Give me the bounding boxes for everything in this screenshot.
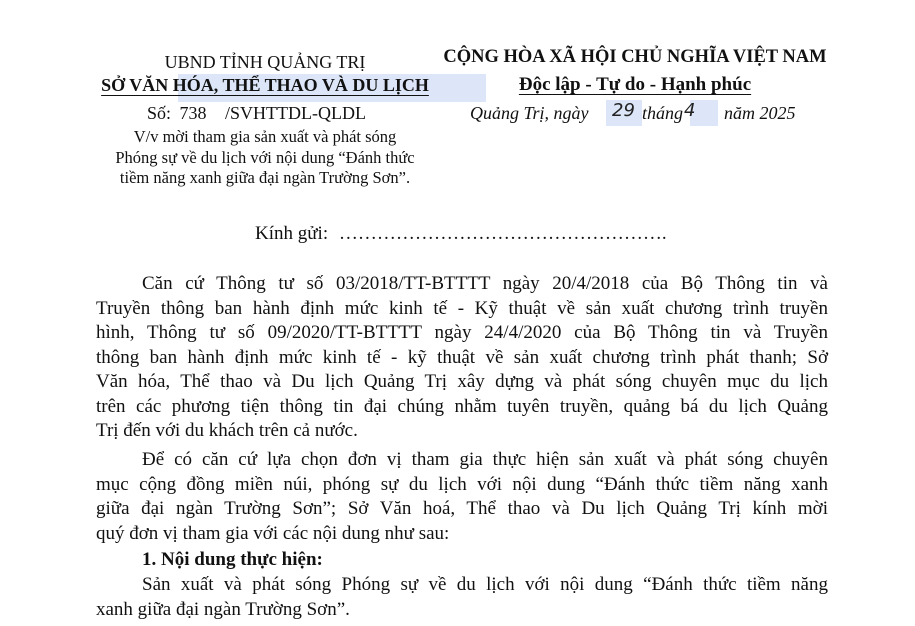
paragraph-line: trên các phương tiện thông tin đại chúng nhằm tuyên truyền, quảng bá du lịch Quảng — [96, 395, 828, 417]
document-date — [470, 103, 589, 124]
date-month-label: tháng — [642, 103, 684, 123]
date-day-handwritten: 29 — [612, 100, 635, 121]
date-month-handwritten: 4 — [684, 100, 696, 121]
paragraph-line: xanh giữa đại ngàn Trường Sơn”. — [96, 598, 350, 620]
paragraph-line: quý đơn vị tham gia với các nội dung như sau: — [96, 522, 450, 544]
document-number-prefix: Số: — [147, 103, 172, 123]
national-motto: CỘNG HÒA XÃ HỘI CHỦ NGHĨA VIỆT NAM — [443, 47, 827, 67]
paragraph-line: giữa đại ngàn Trường Sơn”; Sở Văn hoá, Thể thao và Du lịch Quảng Trị kính mời — [96, 498, 828, 519]
paragraph-line: Văn hóa, Thể thao và Du lịch Quảng Trị xây dựng và phát sóng chuyên mục du lịch — [96, 371, 828, 392]
paragraph-line: Truyền thông ban hành định mức kinh tế - Kỹ thuật về sản xuất chương trình truyền — [96, 297, 828, 319]
document-number — [147, 103, 366, 124]
recipient-dots: ……………………………………………. — [338, 223, 667, 244]
subject-line: tiềm năng xanh giữa đại ngàn Trường Sơn”. — [119, 168, 411, 187]
paragraph-line: hình, Thông tư số 09/2020/TT-BTTTT ngày 24/4/2020 của Bộ Thông tin và Truyền — [96, 322, 828, 343]
agency-name: UBND TỈNH QUẢNG TRỊ — [164, 52, 366, 72]
body-paragraph-1 — [96, 272, 828, 444]
section-1-heading: 1. Nội dung thực hiện: — [142, 549, 323, 570]
recipient-line — [255, 223, 667, 245]
paragraph-line: thông ban hành định mức kinh tế - kỹ thuật về sản xuất chương trình phát thanh; Sở — [96, 346, 828, 368]
body-paragraph-2 — [96, 448, 828, 546]
paragraph-line: Trị đến với du khách trên cả nước. — [96, 420, 358, 441]
date-place: Quảng Trị, ngày — [470, 103, 589, 123]
section-1-content — [96, 573, 828, 622]
document-number-value: 738 — [179, 103, 207, 123]
document-number-suffix: /SVHTTDL-QLDL — [225, 103, 366, 123]
department-name — [90, 75, 440, 96]
document-subject — [90, 127, 440, 189]
date-year: năm 2025 — [724, 103, 796, 123]
paragraph-line: Để có căn cứ lựa chọn đơn vị tham gia thực hiện sản xuất và phát sóng chuyên — [142, 449, 828, 470]
recipient-label: Kính gửi: — [255, 223, 329, 244]
paragraph-line: Căn cứ Thông tư số 03/2018/TT-BTTTT ngày 20/4/2018 của Bộ Thông tin và — [142, 273, 828, 294]
subject-line: Phóng sự về du lịch với nội dung “Đánh thức — [115, 147, 415, 167]
department-name-text: SỞ VĂN HÓA, THỂ THAO VÀ DU LỊCH — [101, 75, 429, 95]
paragraph-line: Sản xuất và phát sóng Phóng sự về du lịch với nội dung “Đánh thức tiềm năng — [142, 574, 828, 595]
paragraph-line: mục cộng đồng miền núi, phóng sự du lịch với nội dung “Đánh thức tiềm năng xanh — [96, 473, 828, 495]
national-slogan-text: Độc lập - Tự do - Hạnh phúc — [518, 74, 752, 95]
national-slogan — [440, 74, 830, 96]
subject-line: V/v mời tham gia sản xuất và phát sóng — [133, 127, 397, 146]
